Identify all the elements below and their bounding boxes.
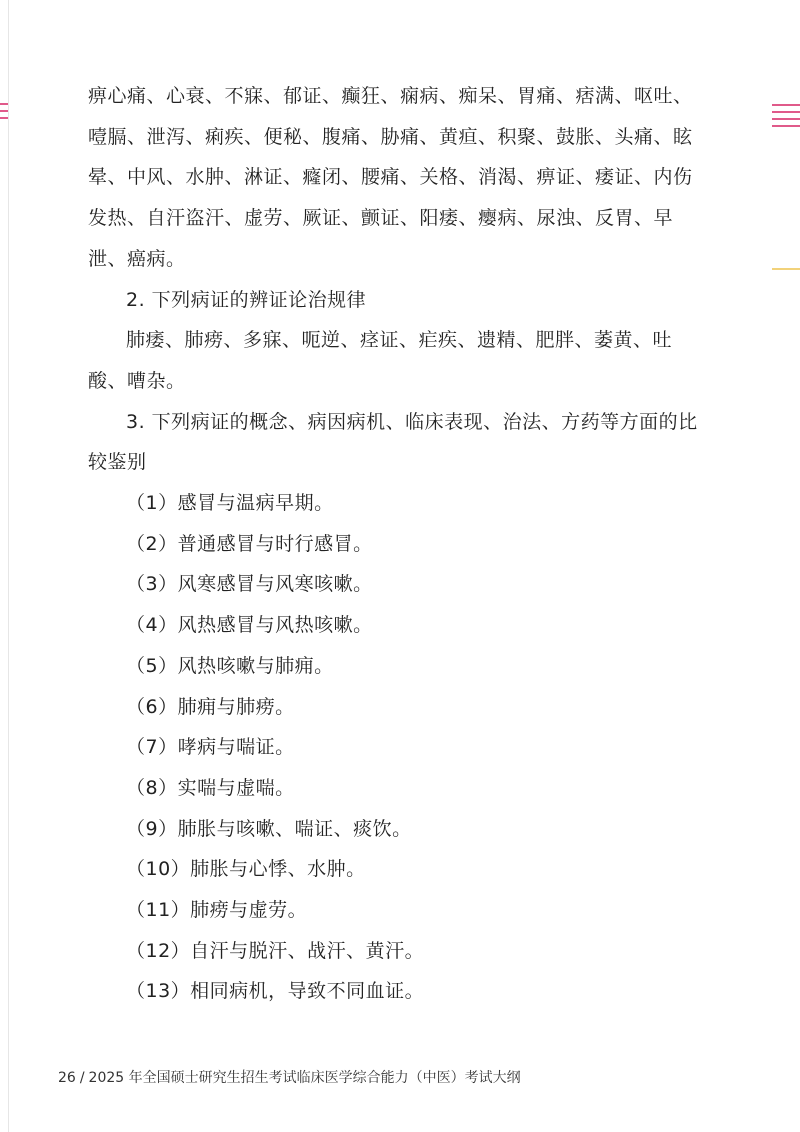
footer-title: 2025 年全国硕士研究生招生考试临床医学综合能力（中医）考试大纲 bbox=[88, 1070, 521, 1086]
list-item: （13）相同病机，导致不同血证。 bbox=[126, 980, 425, 1003]
list-item: （5）风热咳嗽与肺痈。 bbox=[126, 654, 334, 677]
page-footer bbox=[58, 1068, 521, 1088]
section-heading-2: 2. 下列病证的辨证论治规律 bbox=[126, 288, 367, 311]
list-item: （1）感冒与温病早期。 bbox=[126, 492, 334, 515]
margin-marker bbox=[772, 104, 800, 106]
list-item: （2）普通感冒与时行感冒。 bbox=[126, 532, 373, 555]
paragraph-disease-list: 痹心痛、心衰、不寐、郁证、癫狂、痫病、痴呆、胃痛、痞满、呕吐、噎膈、泄泻、痢疾、便秘、腹痛、胁痛、黄疸、积聚、鼓胀、头痛、眩晕、中风、水肿、淋证、癃闭、腰痛、关格、消渴、痹证、痿证、内伤发热、自汗盗汗、虚劳、厥证、颤证、阳痿、瘿病、尿浊、反胃、早泄、癌病。 bbox=[88, 85, 693, 270]
list-item: （9）肺胀与咳嗽、喘证、痰饮。 bbox=[126, 817, 412, 840]
page-edge-line bbox=[8, 0, 9, 1132]
list-item: （8）实喘与虚喘。 bbox=[126, 776, 295, 799]
list-item: （4）风热感冒与风热咳嗽。 bbox=[126, 614, 373, 637]
page-number: 26 bbox=[58, 1070, 76, 1086]
list-item: （6）肺痈与肺痨。 bbox=[126, 695, 295, 718]
margin-marker bbox=[0, 117, 8, 119]
list-item: （11）肺痨与虚劳。 bbox=[126, 899, 308, 922]
margin-marker bbox=[772, 111, 800, 113]
section-heading-3: 3. 下列病证的概念、病因病机、临床表现、治法、方药等方面的比较鉴别 bbox=[88, 410, 698, 474]
list-item: （7）哮病与喘证。 bbox=[126, 736, 295, 759]
margin-marker bbox=[0, 110, 8, 112]
document-body bbox=[88, 76, 700, 1012]
margin-marker bbox=[772, 268, 800, 270]
margin-marker bbox=[772, 118, 800, 120]
paragraph-disease-list-2: 肺痿、肺痨、多寐、呃逆、痉证、疟疾、遗精、肥胖、萎黄、吐酸、嘈杂。 bbox=[88, 329, 673, 392]
list-item: （12）自汗与脱汗、战汗、黄汗。 bbox=[126, 939, 425, 962]
margin-marker bbox=[772, 125, 800, 127]
margin-marker bbox=[0, 103, 8, 105]
footer-separator: / bbox=[79, 1070, 85, 1086]
list-item: （10）肺胀与心悸、水肿。 bbox=[126, 858, 366, 881]
list-item: （3）风寒感冒与风寒咳嗽。 bbox=[126, 573, 373, 596]
